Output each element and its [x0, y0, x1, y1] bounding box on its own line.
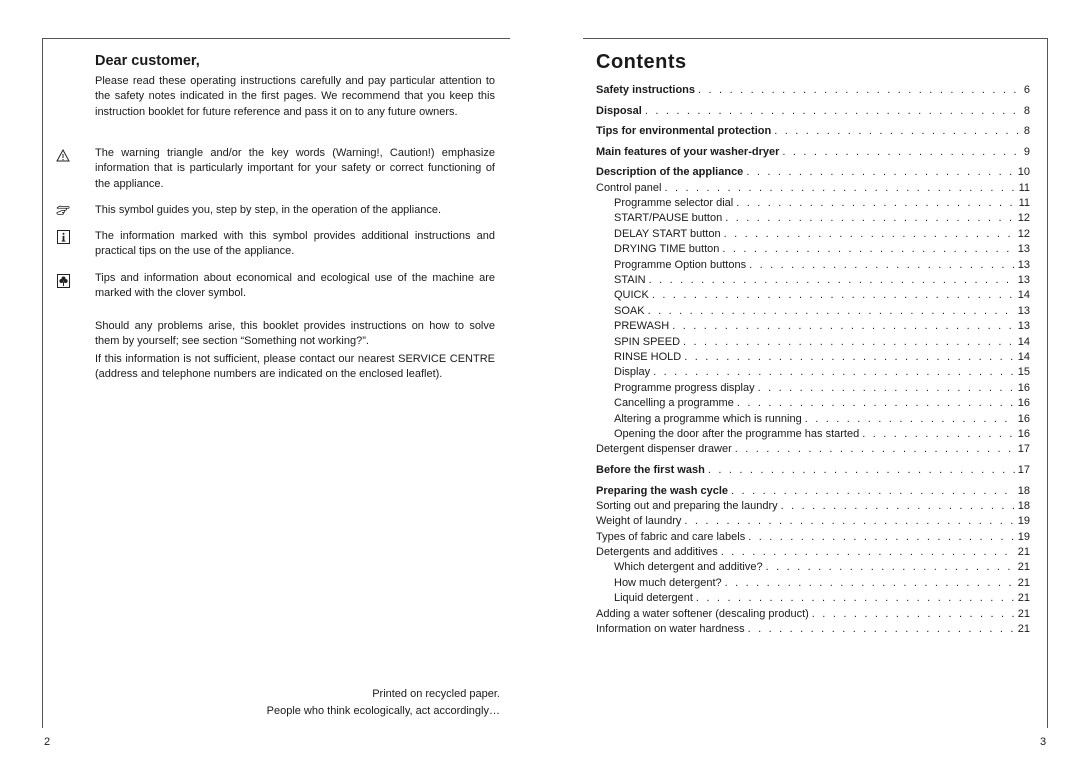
toc-entry	[596, 485, 1030, 500]
toc-entry	[596, 105, 1030, 120]
toc-entry-title: STAIN	[614, 274, 646, 287]
toc-entry-title: SPIN SPEED	[614, 335, 681, 348]
toc-leader-dots	[748, 531, 1015, 543]
toc-entry-title: Adding a water softener (descaling product)	[596, 607, 809, 620]
toc-leader-dots	[648, 305, 1015, 317]
toc-entry	[596, 166, 1030, 181]
toc-leader-dots	[748, 623, 1015, 635]
toc-entry	[596, 212, 1030, 227]
toc-entry-page: 21	[1017, 592, 1030, 605]
toc-entry-title: QUICK	[614, 289, 649, 302]
toc-entry-title: Programme Option buttons	[614, 258, 747, 271]
intro-paragraph: Please read these operating instructions carefully and pay particular attention to the safety notes indicated in the first pages. We recommend that you keep this instruction booklet for future reference and pass it on to any future owners.	[95, 75, 495, 118]
toc-entry	[596, 464, 1030, 479]
toc-entry	[596, 592, 1030, 607]
toc-entry	[596, 500, 1030, 515]
warning-triangle-icon	[56, 148, 70, 162]
toc-entry-title: Opening the door after the programme has started	[614, 427, 860, 440]
toc-entry-title: Programme progress display	[614, 381, 755, 394]
toc-entry-title: Safety instructions	[596, 84, 696, 96]
toc-entry-page: 11	[1018, 197, 1030, 210]
toc-entry-title: Altering a programme which is running	[614, 412, 802, 425]
toc-entry	[596, 623, 1030, 638]
toc-entry-page: 19	[1017, 530, 1030, 543]
toc-leader-dots	[645, 105, 1021, 117]
toc-entry-title: Display	[614, 366, 651, 379]
toc-leader-dots	[672, 320, 1015, 332]
toc-entry-title: Control panel	[596, 181, 662, 194]
toc-entry-title: START/PAUSE button	[614, 212, 723, 225]
toc-leader-dots	[664, 182, 1015, 194]
toc-entry-page: 11	[1018, 181, 1030, 194]
pointing-hand-icon	[56, 203, 70, 217]
toc-entry-title: Description of the appliance	[596, 166, 744, 179]
toc-entry	[596, 125, 1030, 140]
toc-entry-title: Preparing the wash cycle	[596, 484, 729, 497]
toc-entry-page: 8	[1023, 125, 1030, 138]
info-paragraph: The information marked with this symbol provides additional instructions and practical tips on the use of the appliance.	[95, 230, 495, 258]
right-page	[583, 38, 1048, 738]
toc-entry-page: 12	[1017, 227, 1030, 240]
toc-leader-dots	[652, 289, 1015, 301]
toc-entry	[596, 561, 1030, 576]
toc-entry-page: 9	[1023, 145, 1030, 158]
toc-leader-dots	[653, 366, 1015, 378]
toc-leader-dots	[735, 443, 1015, 455]
toc-entry-title: Tips for environmental protection	[596, 125, 772, 138]
greeting-heading: Dear customer,	[95, 53, 200, 69]
toc-entry-page: 14	[1017, 335, 1030, 348]
toc-entry	[596, 320, 1030, 335]
toc-entry-title: Information on water hardness	[596, 623, 745, 636]
toc-entry-title: Cancelling a programme	[614, 397, 734, 410]
warning-paragraph: The warning triangle and/or the key words (Warning!, Caution!) emphasize information that is particularly important for your safety or correct functioning of the appliance.	[95, 147, 495, 190]
toc-entry-title: Main features of your washer-dryer	[596, 145, 780, 158]
toc-leader-dots	[862, 428, 1015, 440]
toc-entry-title: RINSE HOLD	[614, 351, 682, 363]
toc-entry-page: 13	[1017, 320, 1030, 333]
problems-paragraph: Should any problems arise, this booklet provides instructions on how to solve them by yourself; see section “Something not working?”.	[95, 320, 495, 348]
toc-leader-dots	[725, 212, 1015, 224]
toc-leader-dots	[774, 125, 1021, 137]
toc-entry-page: 12	[1017, 212, 1030, 225]
toc-entry	[596, 428, 1030, 443]
toc-entry	[596, 443, 1030, 458]
toc-entry-title: Types of fabric and care labels	[596, 530, 746, 543]
toc-entry-page: 21	[1017, 607, 1030, 620]
toc-leader-dots	[708, 464, 1015, 476]
toc-entry	[596, 351, 1030, 366]
toc-entry-title: Detergent dispenser drawer	[596, 443, 732, 456]
left-page	[42, 38, 510, 738]
toc-entry-title: PREWASH	[614, 320, 670, 333]
toc-entry	[596, 397, 1030, 412]
toc-entry-page: 18	[1017, 499, 1030, 512]
toc-leader-dots	[731, 485, 1015, 497]
toc-entry	[596, 305, 1030, 320]
toc-entry-page: 17	[1017, 463, 1030, 476]
toc-entry-page: 14	[1017, 289, 1030, 302]
toc-leader-dots	[737, 397, 1015, 409]
toc-entry-title: Before the first wash	[596, 463, 705, 476]
toc-entry-page: 21	[1017, 561, 1030, 574]
toc-entry-title: Detergents and additives	[596, 546, 718, 559]
toc-entry-page: 16	[1017, 397, 1030, 410]
toc-entry-page: 14	[1017, 351, 1030, 363]
toc-entry	[596, 182, 1030, 197]
toc-leader-dots	[781, 500, 1015, 512]
toc-entry	[596, 259, 1030, 274]
table-of-contents	[596, 84, 1030, 638]
toc-entry-title: Which detergent and additive?	[614, 561, 763, 574]
toc-leader-dots	[722, 243, 1014, 255]
toc-entry-page: 6	[1023, 84, 1030, 96]
toc-entry-page: 10	[1017, 166, 1030, 179]
toc-entry-page: 21	[1017, 576, 1030, 589]
toc-leader-dots	[684, 351, 1015, 363]
toc-leader-dots	[725, 577, 1015, 589]
toc-entry-title: DRYING TIME button	[614, 243, 720, 256]
toc-entry	[596, 146, 1030, 161]
toc-entry-page: 21	[1017, 546, 1030, 559]
toc-entry-page: 13	[1017, 274, 1030, 287]
toc-entry	[596, 274, 1030, 289]
toc-leader-dots	[782, 146, 1020, 158]
toc-leader-dots	[766, 561, 1015, 573]
toc-entry-page: 17	[1017, 443, 1030, 456]
hand-symbol-paragraph: This symbol guides you, step by step, in the operation of the appliance.	[95, 204, 442, 216]
toc-entry	[596, 243, 1030, 258]
toc-entry-page: 15	[1017, 366, 1030, 379]
toc-leader-dots	[724, 228, 1015, 240]
toc-entry	[596, 413, 1030, 428]
toc-leader-dots	[758, 382, 1015, 394]
toc-entry-page: 16	[1017, 427, 1030, 440]
toc-entry-page: 18	[1017, 484, 1030, 497]
toc-entry	[596, 289, 1030, 304]
toc-leader-dots	[805, 413, 1015, 425]
toc-entry	[596, 197, 1030, 212]
service-paragraph: If this information is not sufficient, please contact our nearest SERVICE CENTRE (address and telephone numbers are indicated on the enclosed leaflet).	[95, 353, 495, 381]
toc-entry-title: Sorting out and preparing the laundry	[596, 499, 778, 512]
toc-entry	[596, 366, 1030, 381]
toc-entry-title: How much detergent?	[614, 576, 722, 589]
toc-entry-page: 16	[1017, 381, 1030, 394]
toc-entry-page: 21	[1017, 623, 1030, 636]
toc-entry	[596, 228, 1030, 243]
ecology-slogan: People who think ecologically, act accordingly…	[266, 705, 500, 717]
toc-entry	[596, 336, 1030, 351]
toc-leader-dots	[696, 592, 1015, 604]
toc-leader-dots	[736, 197, 1015, 209]
toc-entry	[596, 531, 1030, 546]
toc-entry-page: 13	[1017, 304, 1030, 317]
toc-leader-dots	[683, 336, 1015, 348]
toc-entry-title: Disposal	[596, 104, 642, 117]
toc-entry	[596, 382, 1030, 397]
toc-leader-dots	[721, 546, 1015, 558]
toc-entry-title: SOAK	[614, 304, 645, 317]
info-icon	[56, 230, 70, 244]
toc-entry-title: DELAY START button	[614, 227, 721, 240]
toc-leader-dots	[684, 515, 1014, 527]
toc-entry	[596, 577, 1030, 592]
toc-entry-title: Programme selector dial	[614, 197, 734, 210]
toc-entry-page: 19	[1017, 515, 1030, 528]
toc-entry	[596, 84, 1030, 99]
toc-entry	[596, 546, 1030, 561]
toc-entry-page: 13	[1017, 258, 1030, 271]
recycled-paper-note: Printed on recycled paper.	[372, 688, 500, 700]
toc-leader-dots	[698, 84, 1021, 96]
right-page-number: 3	[1040, 736, 1047, 748]
toc-leader-dots	[749, 259, 1015, 271]
left-page-number: 2	[44, 736, 51, 748]
clover-icon	[56, 274, 70, 288]
toc-entry	[596, 515, 1030, 530]
toc-entry-page: 13	[1017, 243, 1030, 256]
toc-entry	[596, 608, 1030, 623]
toc-entry-page: 16	[1017, 412, 1030, 425]
toc-entry-page: 8	[1023, 104, 1030, 117]
clover-paragraph: Tips and information about economical and ecological use of the machine are marked with the clover symbol.	[95, 272, 495, 300]
toc-leader-dots	[812, 608, 1015, 620]
toc-entry-title: Weight of laundry	[596, 515, 682, 528]
toc-leader-dots	[746, 166, 1014, 178]
contents-title: Contents	[596, 51, 687, 73]
toc-entry-title: Liquid detergent	[614, 592, 693, 605]
toc-leader-dots	[649, 274, 1015, 286]
